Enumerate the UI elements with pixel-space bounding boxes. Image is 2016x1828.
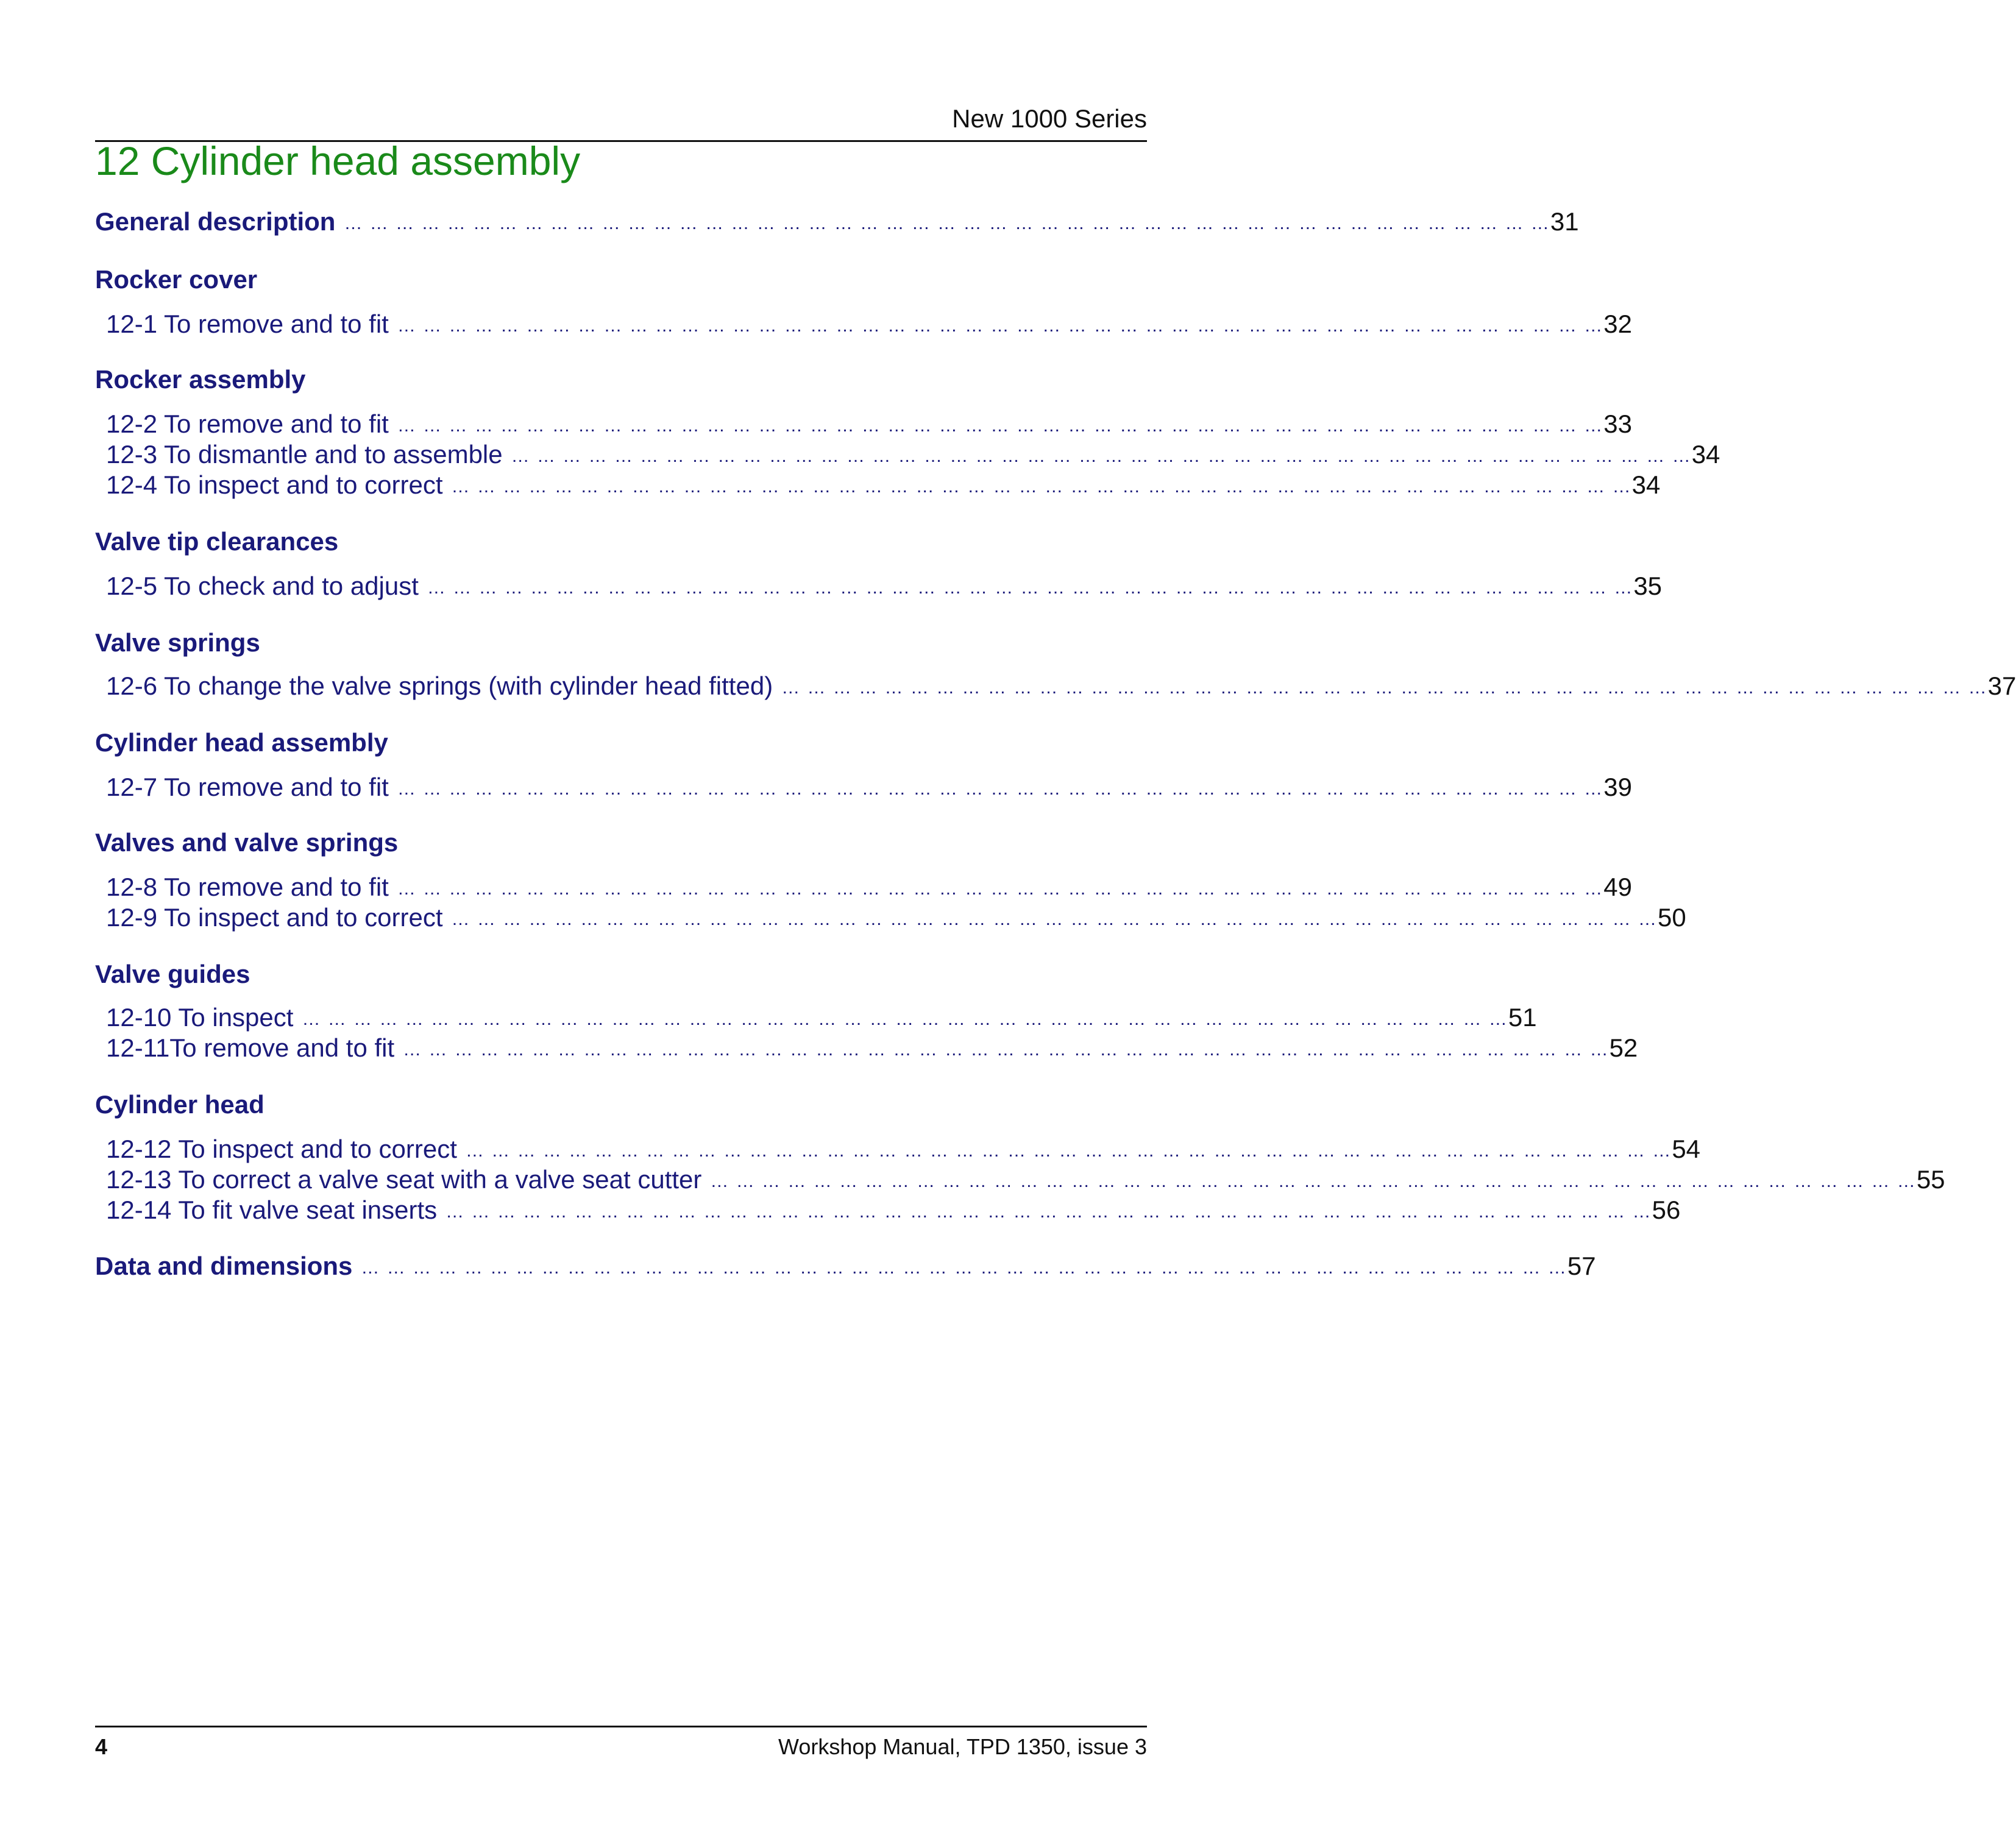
page-number: 4 — [95, 1734, 108, 1759]
section-heading-valves-and-valve-springs: Valves and valve springs — [95, 828, 399, 857]
toc-page: 49 — [1603, 873, 1632, 901]
toc-entry-12-9[interactable] — [95, 901, 1686, 932]
toc-label: General description — [95, 207, 336, 236]
toc-page: 34 — [1631, 470, 1661, 499]
toc-page: 33 — [1603, 409, 1632, 438]
toc-label: 12-1 To remove and to fit — [106, 310, 389, 338]
toc-page: 55 — [1916, 1165, 1945, 1194]
running-header: New 1000 Series — [952, 104, 1147, 133]
toc-page: 34 — [1691, 440, 1720, 469]
toc-entry-12-5[interactable] — [95, 569, 1663, 601]
toc-page: 35 — [1633, 572, 1663, 600]
toc-label: 12-3 To dismantle and to assemble — [106, 440, 503, 469]
dot-leader: … … … … … … … … … … … … … … … … … … … … … … … … … … … … … … … … … … … … … … … … … … … … … … … — [397, 316, 1604, 336]
toc-label: 12-9 To inspect and to correct — [106, 903, 443, 932]
dot-leader: … … … … … … … … … … … … … … … … … … … … … … … … … … … … … … … … … … … … … … … … … … … … … … — [511, 446, 1692, 466]
toc-label: 12-8 To remove and to fit — [106, 873, 389, 901]
toc-page: 54 — [1672, 1135, 1701, 1163]
toc-entry-data-and-dimensions[interactable] — [95, 1249, 1596, 1281]
section-heading-valve-springs: Valve springs — [95, 628, 260, 657]
dot-leader: … … … … … … … … … … … … … … … … … … … … … … … … … … … … … … … … … … … … … … … … … … … … … … — [451, 476, 1632, 497]
dot-leader: … … … … … … … … … … … … … … … … … … … … … … … … … … … … … … … … … … … … … … … … … … … … … … … — [781, 678, 1988, 698]
toc-label: 12-10 To inspect — [106, 1003, 294, 1032]
toc-label: 12-14 To fit valve seat inserts — [106, 1196, 438, 1224]
toc-page: 50 — [1657, 903, 1686, 932]
toc-entry-12-12[interactable] — [95, 1132, 1701, 1164]
toc-label: 12-12 To inspect and to correct — [106, 1135, 457, 1163]
toc-label: 12-2 To remove and to fit — [106, 409, 389, 438]
footer-rule — [95, 1726, 1147, 1727]
dot-leader: … … … … … … … … … … … … … … … … … … … … … … … … … … … … … … … … … … … … … … … … … … … … … … … — [403, 1040, 1610, 1060]
toc-label: 12-4 To inspect and to correct — [106, 470, 443, 499]
chapter-title: 12 Cylinder head assembly — [95, 138, 581, 183]
section-heading-cylinder-head: Cylinder head — [95, 1090, 264, 1119]
dot-leader: … … … … … … … … … … … … … … … … … … … … … … … … … … … … … … … … … … … … … … … … … … … … … … … — [445, 1202, 1652, 1222]
manual-reference: Workshop Manual, TPD 1350, issue 3 — [778, 1734, 1147, 1759]
toc-label: 12-11To remove and to fit — [106, 1033, 395, 1062]
section-heading-valve-tip-clearances: Valve tip clearances — [95, 527, 339, 556]
dot-leader: … … … … … … … … … … … … … … … … … … … … … … … … … … … … … … … … … … … … … … … … … … … … … … … — [397, 779, 1604, 799]
toc-page: 57 — [1567, 1252, 1596, 1280]
toc-entry-12-11[interactable] — [95, 1031, 1638, 1063]
toc-label: 12-13 To correct a valve seat with a valve seat cutter — [106, 1165, 702, 1194]
section-heading-rocker-cover: Rocker cover — [95, 265, 258, 294]
section-heading-rocker-assembly: Rocker assembly — [95, 365, 306, 394]
toc-entry-12-10[interactable] — [95, 1001, 1537, 1032]
toc-entry-12-14[interactable] — [95, 1193, 1681, 1225]
toc-entry-12-13[interactable] — [95, 1163, 1945, 1194]
toc-page: 32 — [1603, 310, 1632, 338]
toc-entry-12-4[interactable] — [95, 468, 1661, 500]
toc-label: 12-6 To change the valve springs (with cylinder head fitted) — [106, 671, 773, 700]
toc-page: 31 — [1550, 207, 1579, 236]
toc-page: 37 — [1987, 671, 2016, 700]
toc-page: 39 — [1603, 773, 1632, 801]
dot-leader: … … … … … … … … … … … … … … … … … … … … … … … … … … … … … … … … … … … … … … … … … … … … … … … — [361, 1258, 1567, 1278]
toc-label: 12-5 To check and to adjust — [106, 572, 419, 600]
toc-entry-12-6[interactable] — [95, 669, 2016, 701]
dot-leader: … … … … … … … … … … … … … … … … … … … … … … … … … … … … … … … … … … … … … … … … … … … … … … … — [344, 213, 1550, 233]
dot-leader: … … … … … … … … … … … … … … … … … … … … … … … … … … … … … … … … … … … … … … … … … … … … … … … — [451, 909, 1658, 929]
toc-entry-12-8[interactable] — [95, 870, 1632, 902]
section-heading-cylinder-head-assembly: Cylinder head assembly — [95, 728, 388, 757]
toc-entry-12-1[interactable] — [95, 307, 1632, 339]
toc-entry-12-2[interactable] — [95, 407, 1632, 439]
dot-leader: … … … … … … … … … … … … … … … … … … … … … … … … … … … … … … … … … … … … … … … … … … … … … … … — [427, 578, 1634, 598]
dot-leader: … … … … … … … … … … … … … … … … … … … … … … … … … … … … … … … … … … … … … … … … … … … … … … … — [397, 879, 1604, 899]
toc-label: Data and dimensions — [95, 1252, 353, 1280]
toc-label: 12-7 To remove and to fit — [106, 773, 389, 801]
dot-leader: … … … … … … … … … … … … … … … … … … … … … … … … … … … … … … … … … … … … … … … … … … … … … … … — [465, 1141, 1672, 1161]
toc-page: 56 — [1652, 1196, 1681, 1224]
section-heading-valve-guides: Valve guides — [95, 960, 250, 988]
toc-entry-general-description[interactable] — [95, 205, 1579, 236]
dot-leader: … … … … … … … … … … … … … … … … … … … … … … … … … … … … … … … … … … … … … … … … … … … … … … … — [397, 416, 1604, 436]
toc-entry-12-7[interactable] — [95, 770, 1632, 802]
dot-leader: … … … … … … … … … … … … … … … … … … … … … … … … … … … … … … … … … … … … … … … … … … … … … … … — [710, 1171, 1917, 1191]
toc-entry-12-3[interactable] — [95, 438, 1720, 469]
toc-page: 52 — [1609, 1033, 1638, 1062]
dot-leader: … … … … … … … … … … … … … … … … … … … … … … … … … … … … … … … … … … … … … … … … … … … … … … … — [302, 1009, 1508, 1029]
toc-page: 51 — [1508, 1003, 1537, 1032]
